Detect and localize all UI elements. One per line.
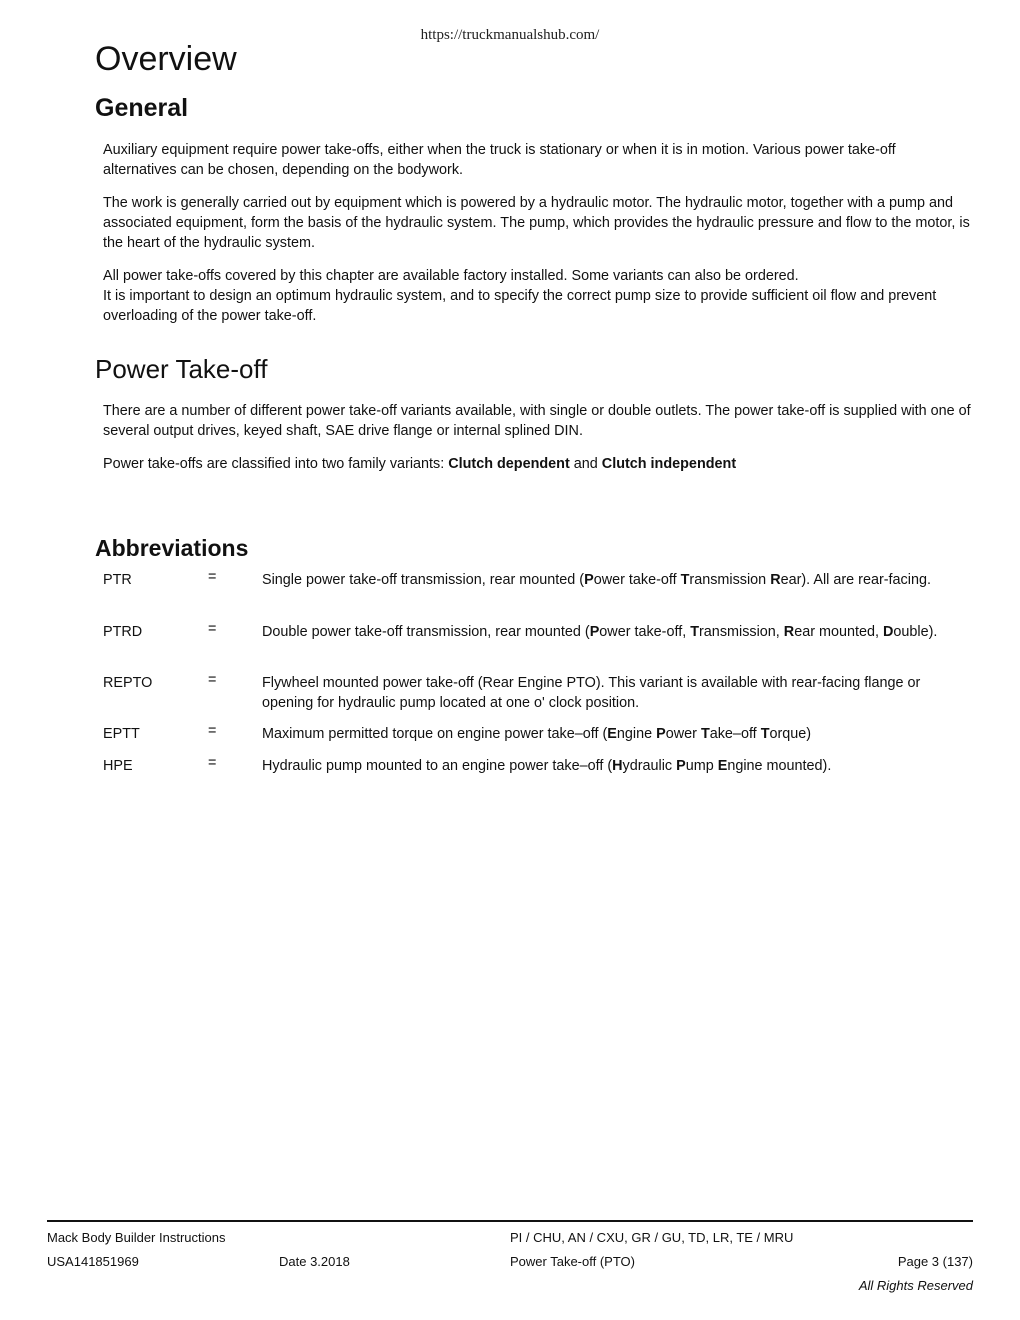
abbreviation-definition (262, 724, 973, 744)
bold-initial: T (680, 572, 690, 588)
equals-sign: = (208, 569, 217, 585)
bold-initial: H (612, 758, 623, 774)
paragraph-variants (103, 454, 973, 474)
watermark-url: https://truckmanualshub.com/ (420, 27, 600, 43)
definition-text: Double power take-off transmission, rear mounted ( (262, 624, 590, 640)
footer-divider (47, 1220, 973, 1222)
bold-initial: R (783, 624, 795, 640)
equals-sign: = (208, 672, 217, 688)
equals-sign: = (208, 723, 217, 739)
definition-text: Single power take-off transmission, rear mounted ( (262, 572, 585, 588)
variants-intro: Power take-offs are classified into two family variants: (103, 456, 449, 472)
definition-text: orque) (769, 726, 812, 742)
definition-text: ngine (616, 726, 657, 742)
paragraph: The work is generally carried out by equipment which is powered by a hydraulic motor. The hydraulic motor, together with a pump and associated equipment, form the basis of the hydraulic system. The pump, which provides the hydraulic pressure and flow to the motor, is the heart of the hydraulic system. (103, 195, 970, 251)
section-heading-pto: Power Take-off (95, 354, 268, 384)
abbreviation-term: EPTT (103, 726, 140, 742)
variants-and: and (569, 456, 602, 472)
abbreviation-definition (262, 622, 973, 642)
definition-text: Flywheel mounted power take-off (Rear Engine PTO). This variant is available with rear-facing flange or opening for hydraulic pump located at one o' clock position. (262, 675, 921, 711)
definition-text: ake–off (709, 726, 761, 742)
bold-initial: E (717, 758, 728, 774)
footer-models: PI / CHU, AN / CXU, GR / GU, TD, LR, TE / MRU (510, 1230, 794, 1245)
definition-text: ower take-off, (599, 624, 691, 640)
equals-sign: = (208, 755, 217, 771)
abbreviation-term: REPTO (103, 675, 153, 691)
bold-initial: P (676, 758, 686, 774)
paragraph: It is important to design an optimum hydraulic system, and to specify the correct pump size to provide sufficient oil flow and prevent overloading of the power take-off. (103, 288, 937, 324)
abbreviation-definition (262, 756, 973, 776)
footer-date: Date 3.2018 (279, 1254, 350, 1269)
section-heading-abbreviations: Abbreviations (95, 535, 249, 561)
footer-rights: All Rights Reserved (858, 1278, 973, 1293)
footer-doc-id: USA141851969 (47, 1254, 139, 1269)
footer-section: Power Take-off (PTO) (510, 1254, 635, 1269)
paragraph: Auxiliary equipment require power take-offs, either when the truck is stationary or when it is in motion. Various power take-off alternatives can be chosen, depending on the bodywork. (103, 142, 896, 178)
definition-text: Maximum permitted torque on engine power take–off ( (262, 726, 608, 742)
definition-text: ransmission (689, 572, 771, 588)
abbreviation-term: PTRD (103, 624, 143, 640)
definition-text: ouble). (893, 624, 938, 640)
abbreviation-term: PTR (103, 572, 132, 588)
paragraph: All power take-offs covered by this chapter are available factory installed. Some variants can also be ordered. (103, 268, 799, 284)
definition-text: ransmission, (699, 624, 784, 640)
section-heading-general: General (95, 94, 189, 122)
definition-text: ear mounted, (794, 624, 883, 640)
paragraph: There are a number of different power take-off variants available, with single or double outlets. The power take-off is supplied with one of several output drives, keyed shaft, SAE drive flange or internal splined DIN. (103, 403, 971, 439)
bold-initial: E (607, 726, 617, 742)
bold-initial: D (883, 624, 894, 640)
abbreviation-term: HPE (103, 758, 133, 774)
definition-text: ower take-off (593, 572, 681, 588)
abbreviation-definition (262, 570, 973, 590)
bold-initial: T (690, 624, 700, 640)
bold-initial: P (589, 624, 600, 640)
variant-clutch-independent: Clutch independent (601, 456, 737, 472)
definition-text: ydraulic (622, 758, 677, 774)
bold-initial: P (584, 572, 594, 588)
bold-initial: P (656, 726, 666, 742)
definition-text: ngine mounted). (727, 758, 832, 774)
definition-text: ear). All are rear-facing. (780, 572, 931, 588)
equals-sign: = (208, 621, 217, 637)
footer-page-number: Page 3 (137) (897, 1254, 973, 1269)
definition-text: ump (685, 758, 718, 774)
variant-clutch-dependent: Clutch dependent (448, 456, 570, 472)
definition-text: Hydraulic pump mounted to an engine power take–off ( (262, 758, 613, 774)
footer-doc-title: Mack Body Builder Instructions (47, 1230, 226, 1245)
page-title: Overview (95, 40, 237, 78)
abbreviation-definition (262, 673, 973, 713)
bold-initial: R (770, 572, 781, 588)
definition-text: ower (665, 726, 701, 742)
bold-initial: T (760, 726, 770, 742)
bold-initial: T (700, 726, 710, 742)
